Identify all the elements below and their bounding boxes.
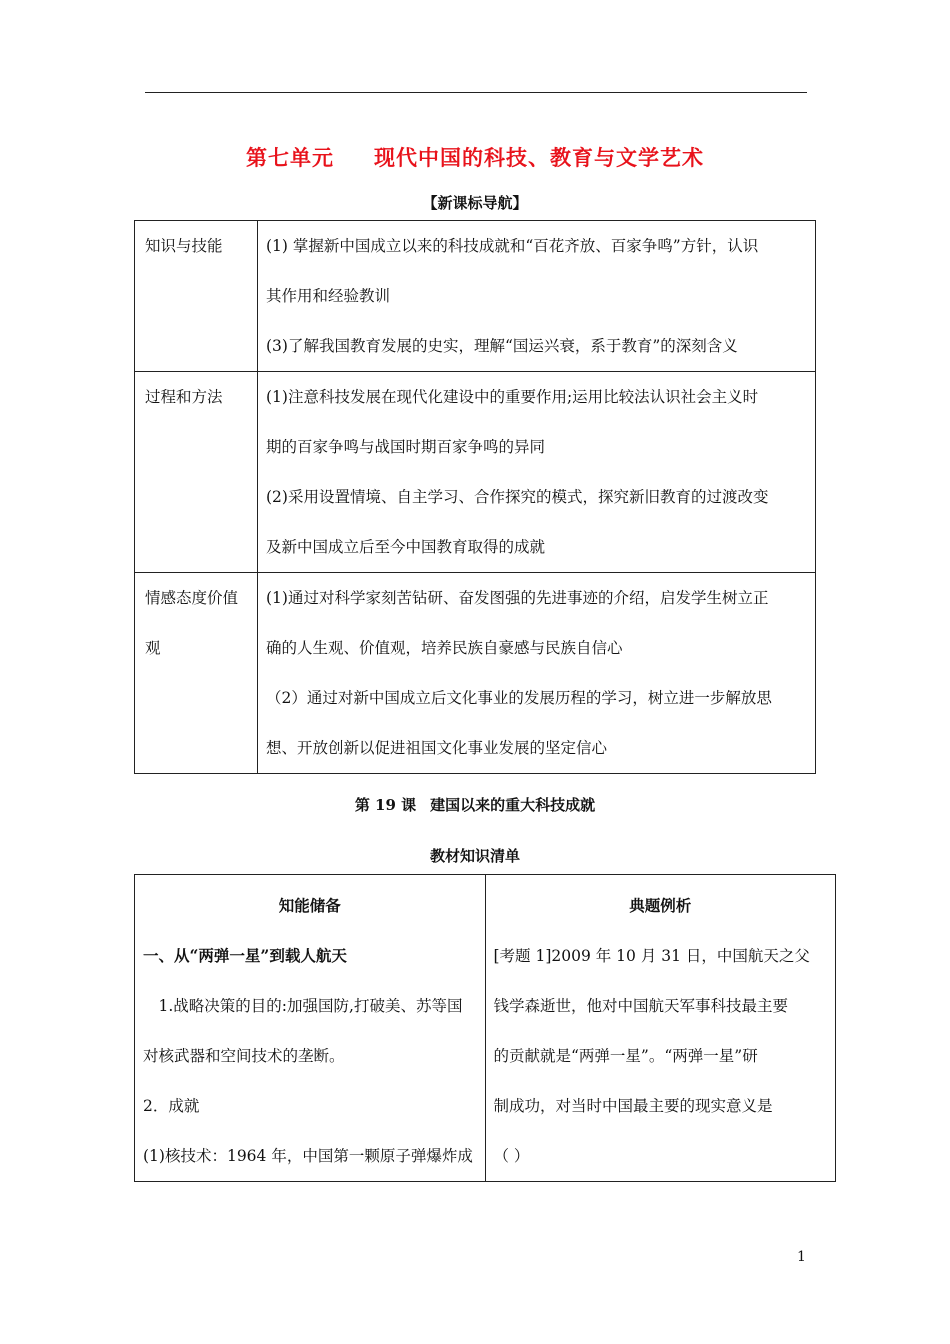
objective-label-line: 情感态度价值 [145,589,239,607]
example-line: 的贡献就是“两弹一星”。“两弹一星”研 [493,1047,758,1065]
objective-line: 期的百家争鸣与战国时期百家争鸣的异同 [266,438,546,456]
objective-row-process [135,372,816,573]
objective-line: (1)通过对科学家刻苦钻研、奋发图强的先进事迹的介绍，启发学生树立正 [266,589,769,607]
objective-content [258,372,816,573]
knowledge-left-column [135,875,486,1182]
knowledge-line: 对核武器和空间技术的垄断。 [143,1047,345,1065]
knowledge-table [134,874,836,1182]
knowledge-line: 1.战略决策的目的:加强国防,打破美、苏等国 [143,997,463,1015]
knowledge-row [135,875,836,1182]
objective-line: 及新中国成立后至今中国教育取得的成就 [266,538,546,556]
example-line: [考题 1]2009 年 10 月 31 日，中国航天之父 [493,947,810,965]
example-line: 制成功，对当时中国最主要的现实意义是 [493,1097,773,1115]
example-line: 钱学森逝世，他对中国航天军事科技最主要 [493,997,789,1015]
knowledge-line: (1)核技术：1964 年，中国第一颗原子弹爆炸成 [143,1147,473,1165]
unit-title [0,142,950,172]
knowledge-line: 2．成就 [143,1097,200,1115]
left-column-header: 知能储备 [278,896,341,915]
objective-line: (1) 掌握新中国成立以来的科技成就和“百花齐放、百家争鸣”方针，认识 [266,237,759,255]
objective-row-attitude [135,573,816,774]
objective-line: (2)采用设置情境、自主学习、合作探究的模式，探究新旧教育的过渡改变 [266,488,769,506]
objective-line: 其作用和经验教训 [266,287,391,305]
objective-label [135,221,258,372]
unit-title-text: 现代中国的科技、教育与文学艺术 [374,146,704,170]
nav-title: 【新课标导航】 [422,194,528,212]
objective-content [258,573,816,774]
lesson-title [0,794,950,815]
lesson-title-text: 建国以来的重大科技成就 [430,796,596,814]
objective-label-line: 知识与技能 [145,237,223,255]
lesson-number: 第 19 课 [354,796,417,814]
objective-line: 确的人生观、价值观，培养民族自豪感与民族自信心 [266,639,623,657]
objective-label [135,372,258,573]
unit-label: 第七单元 [246,146,334,170]
objective-content [258,221,816,372]
right-column-header: 典题例析 [629,896,692,915]
objective-row-knowledge [135,221,816,372]
objective-label-line: 观 [145,639,161,657]
objective-label-line: 过程和方法 [145,388,223,406]
header-rule [145,92,807,93]
list-title: 教材知识清单 [429,847,520,865]
objective-line: （2）通过对新中国成立后文化事业的发展历程的学习，树立进一步解放思 [266,689,772,707]
objective-line: (3)了解我国教育发展的史实，理解“国运兴衰，系于教育”的深刻含义 [266,337,738,355]
objective-line: (1)注意科技发展在现代化建设中的重要作用;运用比较法认识社会主义时 [266,388,759,406]
knowledge-right-column [485,875,836,1182]
example-line: （ ） [493,1147,530,1165]
objectives-table [134,220,816,774]
page-number: 1 [797,1249,806,1265]
objective-line: 想、开放创新以促进祖国文化事业发展的坚定信心 [266,739,608,757]
objective-label [135,573,258,774]
knowledge-line: 一、从“两弹一星”到载人航天 [143,946,347,965]
